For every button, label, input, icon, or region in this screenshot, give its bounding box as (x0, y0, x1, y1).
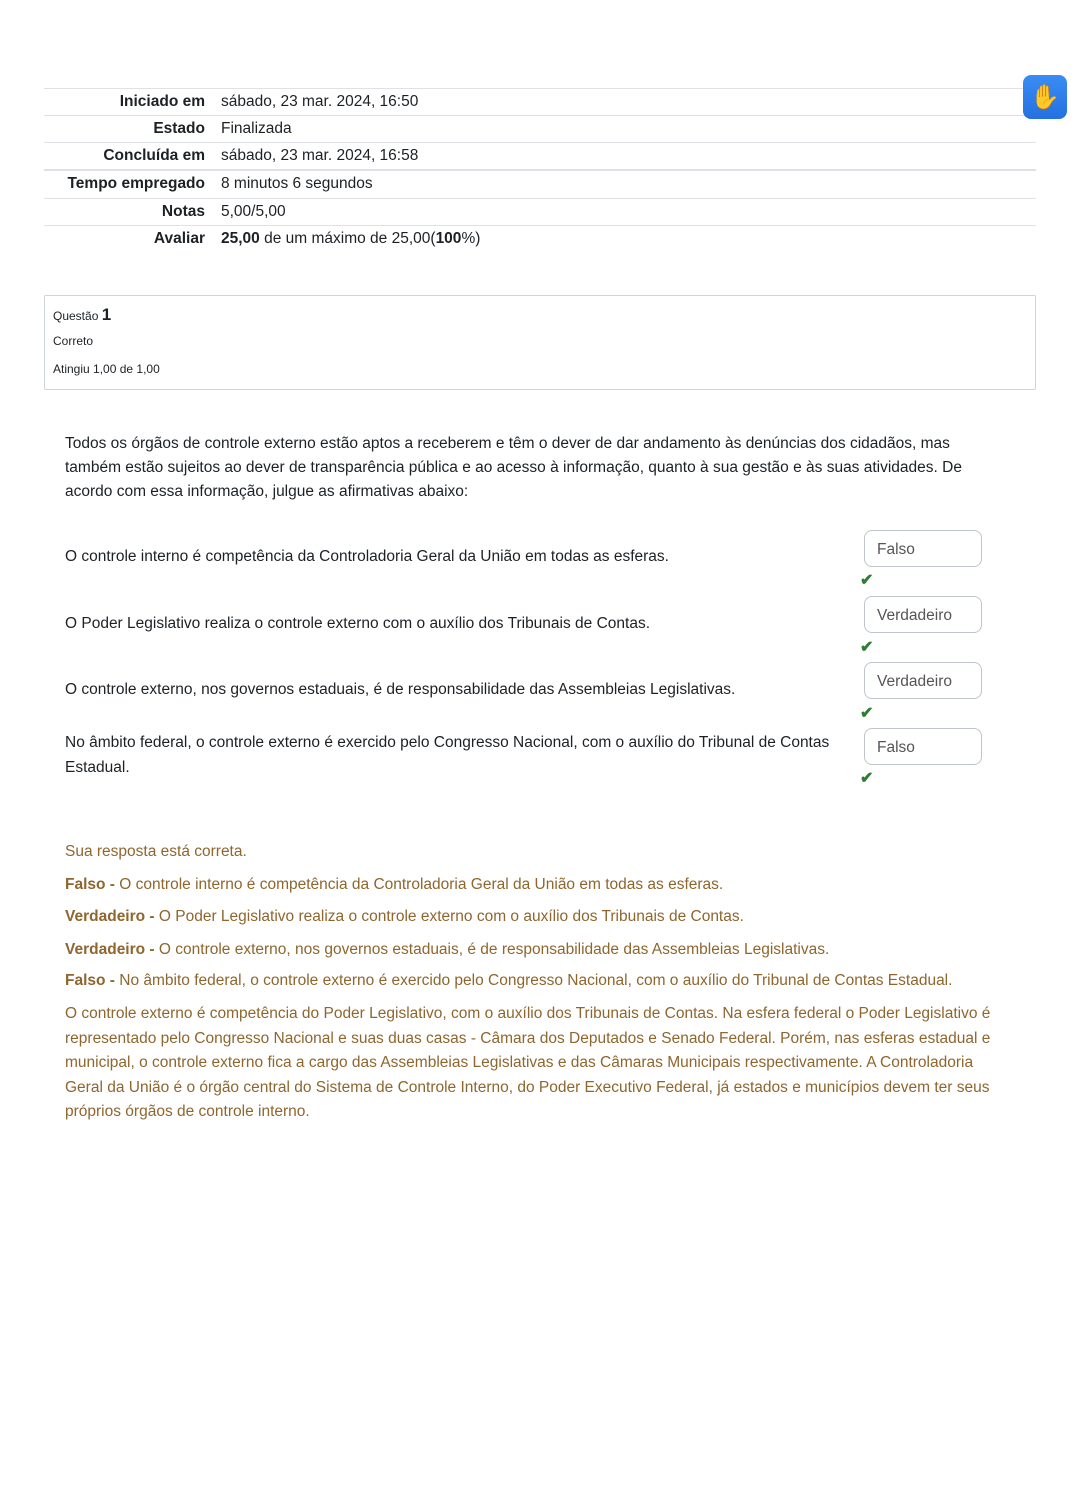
summary-row: Avaliar 25,00 de um máximo de 25,00(100%) (44, 226, 1036, 253)
summary-row: Notas 5,00/5,00 (44, 199, 1036, 226)
question-status: Correto (53, 334, 94, 348)
feedback-line: Verdadeiro - O Poder Legislativo realiza o controle externo com o auxílio dos Tribunais de Contas. (65, 908, 744, 925)
summary-row: Concluída em sábado, 23 mar. 2024, 16:58 (44, 143, 1036, 171)
answer-select[interactable]: Verdadeiro (864, 596, 982, 633)
statement: O Poder Legislativo realiza o controle externo com o auxílio dos Tribunais de Contas. (65, 615, 651, 632)
statement: O controle interno é competência da Controladoria Geral da União em todas as esferas. (65, 548, 669, 565)
feedback-line: Falso - No âmbito federal, o controle externo é exercido pelo Congresso Nacional, com o auxílio do Tribunal de Contas Estadual. (65, 972, 953, 989)
summary-row: Estado Finalizada (44, 116, 1036, 143)
question-info: Questão 1 Correto Atingiu 1,00 de 1,00 (44, 295, 1036, 390)
question-text: Todos os órgãos de controle externo estão aptos a receberem e têm o dever de dar andamento às denúncias dos cidadãos, mas também estão sujeitos ao dever de transparência pública e ao acesso à informação, quanto à sua gestão e às suas atividades. De acordo com essa informação, julgue as afirmativas abaixo: (65, 435, 962, 500)
feedback-line: Verdadeiro - O controle externo, nos governos estaduais, é de responsabilidade das Assembleias Legislativas. (65, 941, 830, 958)
question-number: 1 (101, 305, 112, 324)
answer-select[interactable]: Falso (864, 530, 982, 567)
feedback-line: Falso - O controle interno é competência da Controladoria Geral da União em todas as esferas. (65, 876, 724, 893)
summary-row: Iniciado em sábado, 23 mar. 2024, 16:50 (44, 89, 1036, 116)
feedback-correct: Sua resposta está correta. (65, 843, 247, 860)
general-feedback: O controle externo é competência do Poder Legislativo, com o auxílio dos Tribunais de Contas. Na esfera federal o Poder Legislativo é representado pelo Congresso Nacional e suas duas casas - Câmara dos Deputados e Senado Federal. Porém, nas esferas estadual e municipal, o controle externo fica a cargo das Assembleias Legislativas e das Câmaras Municipais respectivamente. A Controladoria Geral da União é o órgão central do Sistema de Controle Interno, do Poder Executivo Federal, já estados e municípios devem ter seus próprios órgãos de controle interno. (65, 1005, 991, 1120)
vlibras-accessibility-button[interactable] (1023, 75, 1067, 119)
check-icon: ✔ (860, 770, 874, 787)
grade: 25,00 (221, 230, 260, 247)
question-mark: Atingiu 1,00 de 1,00 (53, 362, 160, 376)
check-icon: ✔ (860, 639, 874, 656)
check-icon: ✔ (860, 705, 874, 722)
attempt-summary (44, 88, 1036, 252)
statement: O controle externo, nos governos estaduais, é de responsabilidade das Assembleias Legislativas. (65, 681, 736, 698)
sign-language-hands-icon: ✋ (1030, 83, 1060, 111)
answer-select[interactable]: Verdadeiro (864, 662, 982, 699)
summary-row: Tempo empregado 8 minutos 6 segundos (44, 170, 1036, 199)
statement: No âmbito federal, o controle externo é exercido pelo Congresso Nacional, com o auxílio do Tribunal de Contas Estadual. (65, 734, 830, 776)
check-icon: ✔ (860, 572, 874, 589)
answer-select[interactable]: Falso (864, 728, 982, 765)
